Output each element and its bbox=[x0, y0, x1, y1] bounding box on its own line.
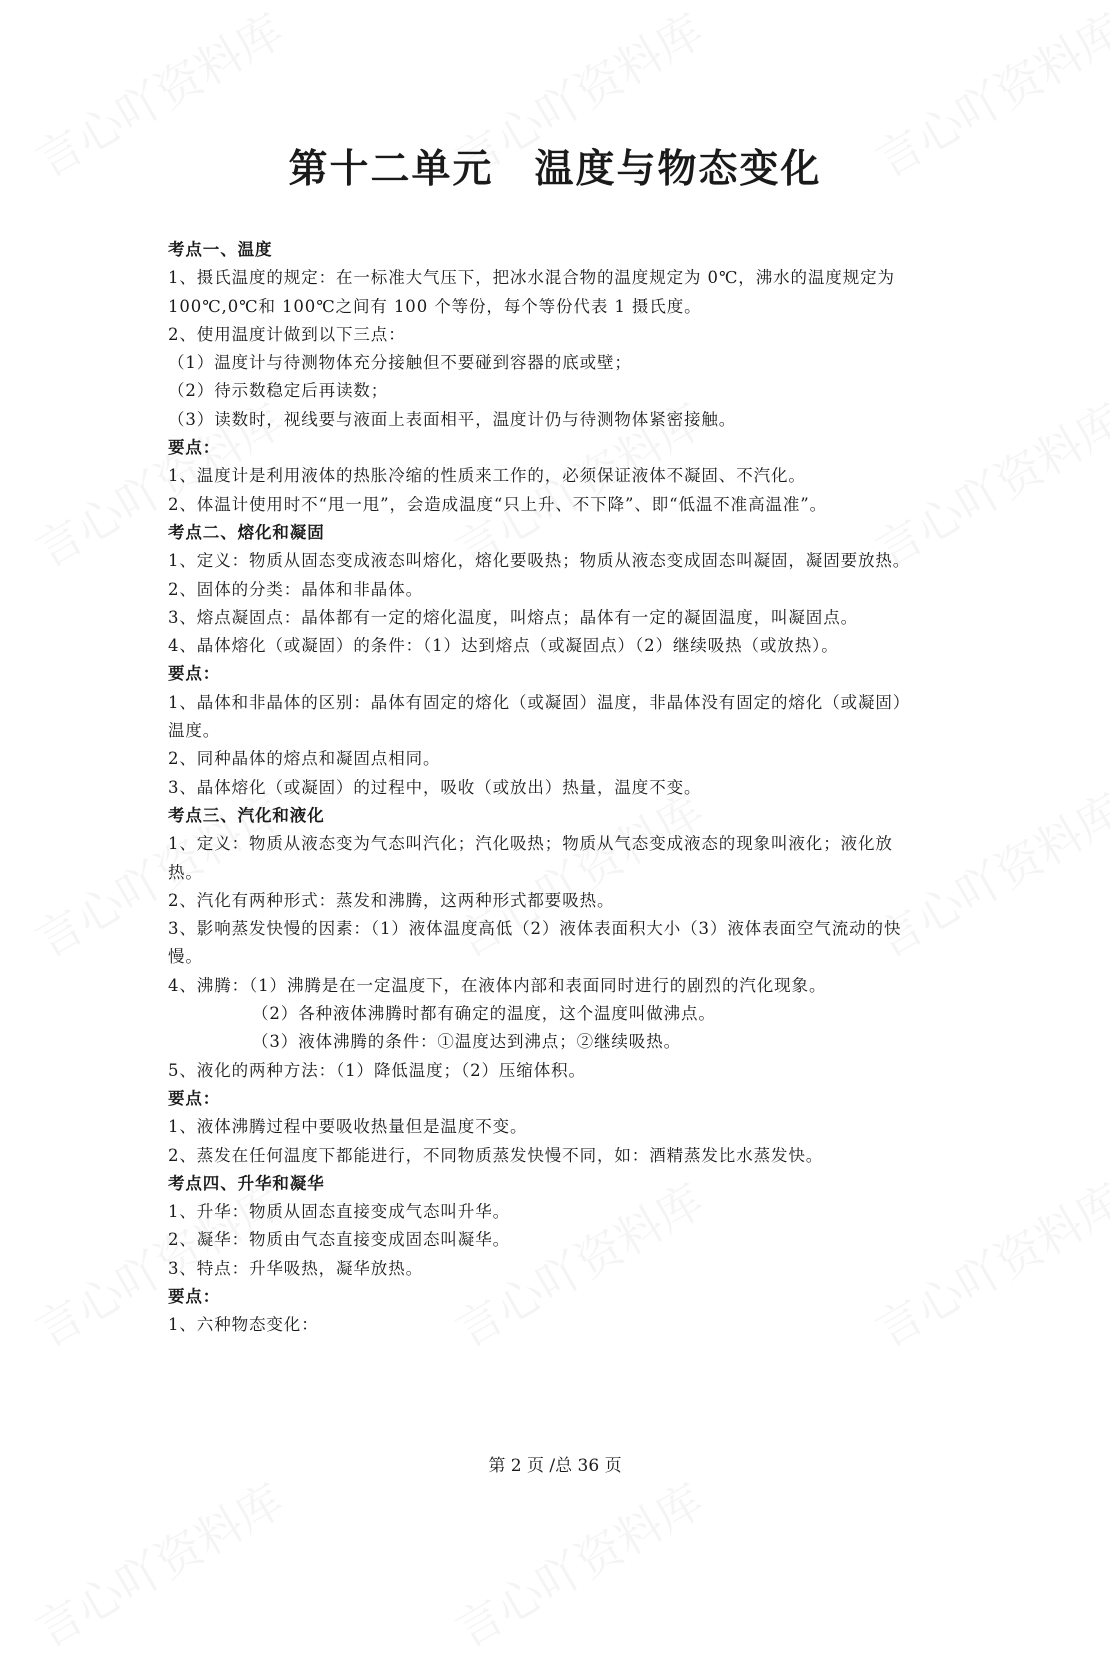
text-line: 4、沸腾：（1）沸腾是在一定温度下，在液体内部和表面同时进行的剧烈的汽化现象。 bbox=[168, 975, 827, 995]
text-line: 温度。 bbox=[168, 721, 221, 741]
section-heading: 要点： bbox=[168, 664, 221, 684]
text-line: 1、液体沸腾过程中要吸收热量但是温度不变。 bbox=[168, 1117, 528, 1137]
text-line: （2）待示数稳定后再读数； bbox=[168, 381, 389, 401]
text-line: 3、晶体熔化（或凝固）的过程中，吸收（或放出）热量，温度不变。 bbox=[168, 777, 702, 797]
text-line: 3、熔点凝固点：晶体都有一定的熔化温度，叫熔点；晶体有一定的凝固温度，叫凝固点。 bbox=[168, 607, 858, 627]
text-line: 2、汽化有两种形式：蒸发和沸腾，这两种形式都要吸热。 bbox=[168, 890, 615, 910]
text-line: （2）各种液体沸腾时都有确定的温度，这个温度叫做沸点。 bbox=[252, 1004, 716, 1024]
section-heading: 要点： bbox=[168, 1286, 221, 1306]
text-line: （3）读数时，视线要与液面上表面相平，温度计仍与待测物体紧密接触。 bbox=[168, 409, 737, 429]
page-footer: 第 2 页 /总 36 页 bbox=[488, 1456, 622, 1476]
section-heading: 考点三、汽化和液化 bbox=[168, 805, 325, 825]
text-line: 3、特点：升华吸热，凝华放热。 bbox=[168, 1258, 423, 1278]
text-line: 1、定义：物质从液态变为气态叫汽化；汽化吸热；物质从气态变成液态的现象叫液化；液化放 bbox=[168, 834, 893, 854]
text-line: 1、温度计是利用液体的热胀冷缩的性质来工作的，必须保证液体不凝固、不汽化。 bbox=[168, 466, 806, 486]
text-line: 3、影响蒸发快慢的因素：（1）液体温度高低（2）液体表面积大小（3）液体表面空气流动的快 bbox=[168, 919, 902, 939]
text-line: 1、定义：物质从固态变成液态叫熔化，熔化要吸热；物质从液态变成固态叫凝固，凝固要放热。 bbox=[168, 551, 911, 571]
text-line: 1、摄氏温度的规定：在一标准大气压下，把冰水混合物的温度规定为 0℃，沸水的温度规定为 bbox=[168, 268, 895, 288]
text-line: 2、同种晶体的熔点和凝固点相同。 bbox=[168, 749, 441, 769]
section-heading: 要点： bbox=[168, 1088, 221, 1108]
document-body bbox=[168, 236, 958, 1340]
text-line: 1、六种物态变化： bbox=[168, 1315, 319, 1335]
text-line: 2、使用温度计做到以下三点： bbox=[168, 324, 406, 344]
text-line: 5、液化的两种方法：（1）降低温度；（2）压缩体积。 bbox=[168, 1060, 586, 1080]
text-line: 2、蒸发在任何温度下都能进行，不同物质蒸发快慢不同，如：酒精蒸发比水蒸发快。 bbox=[168, 1145, 824, 1165]
section-heading: 考点四、升华和凝华 bbox=[168, 1173, 325, 1193]
text-line: 1、升华：物质从固态直接变成气态叫升华。 bbox=[168, 1202, 510, 1222]
text-line: （3）液体沸腾的条件：①温度达到沸点；②继续吸热。 bbox=[252, 1032, 681, 1052]
watermark-text bbox=[442, 1465, 714, 1660]
text-line: 2、体温计使用时不“甩一甩”，会造成温度“只上升、不下降”、即“低温不准高温准”。 bbox=[168, 494, 828, 514]
section-heading: 考点一、温度 bbox=[168, 240, 273, 259]
section-heading: 要点： bbox=[168, 438, 221, 458]
text-line: 热。 bbox=[168, 862, 203, 882]
page-title: 第十二单元 温度与物态变化 bbox=[288, 146, 822, 192]
section-heading: 考点二、熔化和凝固 bbox=[168, 522, 325, 542]
text-line: 1、晶体和非晶体的区别：晶体有固定的熔化（或凝固）温度，非晶体没有固定的熔化（或凝固） bbox=[168, 692, 911, 712]
watermark-text bbox=[22, 1465, 294, 1660]
text-line: 4、晶体熔化（或凝固）的条件：（1）达到熔点（或凝固点）（2）继续吸热（或放热）。 bbox=[168, 636, 839, 656]
text-line: 慢。 bbox=[168, 947, 203, 967]
text-line: （1）温度计与待测物体充分接触但不要碰到容器的底或壁； bbox=[168, 353, 632, 373]
text-line: 100℃,0℃和 100℃之间有 100 个等份，每个等份代表 1 摄氏度。 bbox=[168, 296, 702, 316]
text-line: 2、凝华：物质由气态直接变成固态叫凝华。 bbox=[168, 1230, 510, 1250]
text-line: 2、固体的分类：晶体和非晶体。 bbox=[168, 579, 423, 599]
